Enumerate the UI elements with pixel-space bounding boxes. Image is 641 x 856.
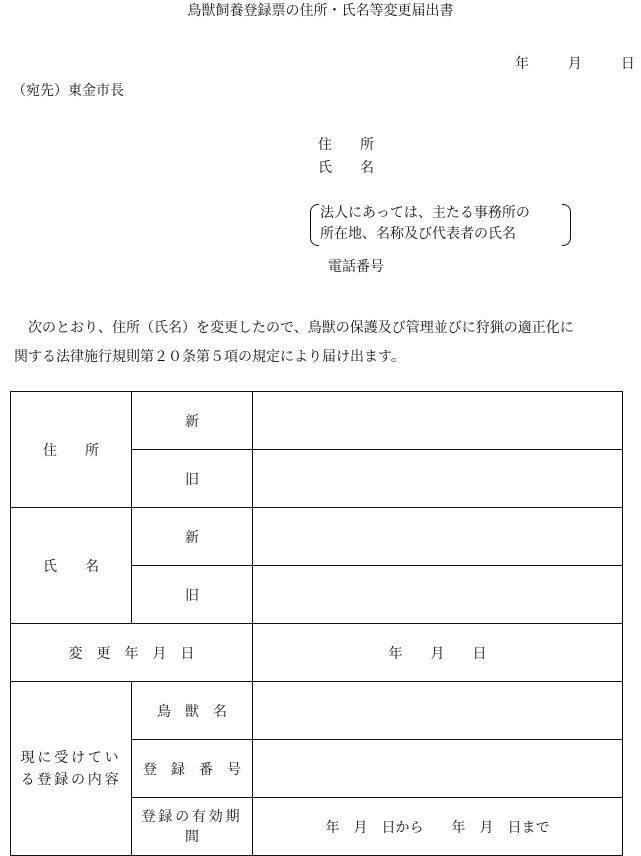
address-header-cell [11, 392, 132, 508]
address-old-input[interactable] [253, 450, 623, 508]
phone-label: 電話番号 [328, 259, 384, 275]
submission-date [515, 53, 635, 73]
corporate-note [310, 204, 530, 246]
name-header-cell [11, 508, 132, 624]
address-new-label-cell [132, 392, 253, 450]
statement-line1: 次のとおり、住所（氏名）を変更したので、鳥獣の保護及び管理並びに狩猟の適正化に [28, 320, 574, 336]
address-old-label-cell [132, 450, 253, 508]
name-new-input[interactable] [253, 508, 623, 566]
left-bracket [310, 204, 319, 246]
address-header: 住 所 [43, 442, 99, 459]
name-header: 氏 名 [43, 558, 99, 575]
validity-label-line1: 登録の有効期 [141, 808, 243, 825]
bird-name-label: 鳥 獣 名 [157, 703, 227, 720]
name-new-label: 新 [185, 529, 199, 546]
right-bracket [562, 204, 571, 246]
name-old-label: 旧 [185, 587, 199, 604]
name-old-label-cell [132, 566, 253, 624]
statement-line2: 関する法律施行規則第２０条第５項の規定により届け出ます。 [14, 349, 405, 365]
registration-number-label: 登 録 番 号 [143, 761, 241, 778]
current-registration-header-cell [11, 682, 132, 856]
validity-label-line2: 間 [185, 828, 199, 845]
change-date-input[interactable] [253, 624, 623, 682]
change-form-table [10, 391, 623, 856]
applicant-name-label: 氏 名 [318, 160, 374, 176]
change-date-label-cell [11, 624, 253, 682]
date-year-label: 年 [515, 56, 529, 72]
corporate-note-line1: 法人にあっては、主たる事務所の [320, 205, 530, 221]
date-month-label: 月 [567, 56, 582, 72]
address-new-label: 新 [185, 413, 199, 430]
address-old-label: 旧 [185, 471, 199, 488]
statement-text [14, 314, 641, 372]
current-registration-line2: る登録の内容 [20, 771, 122, 788]
current-registration-line1: 現に受けてい [20, 749, 122, 766]
bird-name-label-cell [132, 682, 253, 740]
bird-name-input[interactable] [253, 682, 623, 740]
validity-label-cell [132, 798, 253, 856]
name-old-input[interactable] [253, 566, 623, 624]
validity-value: 年 月 日から 年 月 日まで [325, 819, 550, 836]
name-new-label-cell [132, 508, 253, 566]
corporate-note-line2: 所在地、名称及び代表者の氏名 [320, 226, 516, 242]
applicant-address-label: 住 所 [318, 137, 374, 153]
document-title: 鳥獣飼養登録票の住所・氏名等変更届出書 [187, 3, 454, 19]
date-day-label: 日 [620, 56, 635, 72]
address-new-input[interactable] [253, 392, 623, 450]
registration-number-label-cell [132, 740, 253, 798]
validity-input[interactable] [253, 798, 623, 856]
addressee: （宛先）東金市長 [12, 83, 124, 99]
registration-number-input[interactable] [253, 740, 623, 798]
change-date-value: 年 月 日 [388, 645, 487, 662]
change-date-label: 変 更 年 月 日 [68, 645, 195, 662]
